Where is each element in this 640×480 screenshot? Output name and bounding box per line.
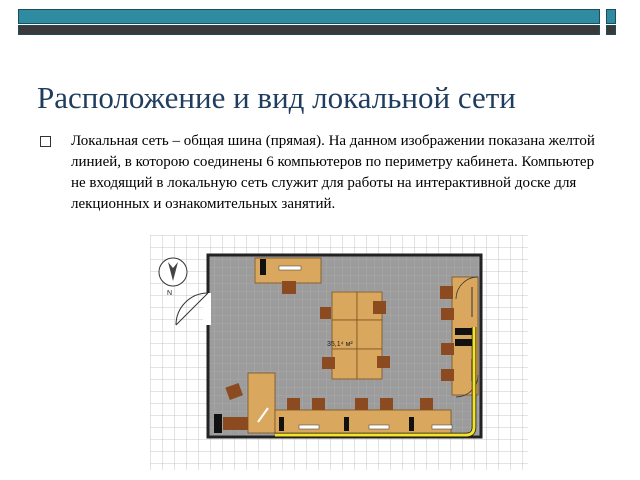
chair xyxy=(355,398,368,410)
bullet-square-icon xyxy=(40,136,51,147)
chair xyxy=(287,398,300,410)
computer-icon xyxy=(455,328,473,335)
chair xyxy=(441,369,454,381)
accent-square-top xyxy=(606,9,616,24)
chair xyxy=(420,398,433,410)
slide-title: Расположение и вид локальной сети xyxy=(37,80,516,115)
chair xyxy=(223,417,248,430)
chair xyxy=(441,308,454,320)
computer-icon xyxy=(279,417,284,431)
accent-bar-bottom xyxy=(18,25,600,35)
computer-icon xyxy=(260,259,266,275)
chair xyxy=(312,398,325,410)
accent-bar-top xyxy=(18,9,600,24)
chair xyxy=(377,356,390,368)
computer-icon xyxy=(455,339,473,346)
chair xyxy=(320,307,331,319)
chair xyxy=(380,398,393,410)
chair xyxy=(282,281,296,294)
computer-icon xyxy=(344,417,349,431)
compass-icon xyxy=(159,258,187,286)
top-decoration-bar xyxy=(18,9,614,37)
desk-board xyxy=(248,373,275,433)
floor-plan xyxy=(150,235,528,470)
area-label: 35,1⁴ м² xyxy=(327,341,353,348)
bullet-text: Локальная сеть – общая шина (прямая). На данном изображении показана желтой линией, в которою соединены 6 компьютеров по периметру кабинета. Компьютер не входящий в локальную сеть служит для работы на интерактивной доске для лекционных и ознакомительных занятий. xyxy=(71,133,595,212)
chair xyxy=(441,343,454,355)
chair xyxy=(373,301,386,314)
door-gap-left xyxy=(203,293,211,325)
desk-bottom xyxy=(275,410,451,434)
computer-icon xyxy=(214,414,222,433)
chair xyxy=(440,286,453,299)
accent-square-bottom xyxy=(606,25,616,35)
computer-icon xyxy=(409,417,414,431)
compass-label: N xyxy=(167,290,173,297)
chair xyxy=(322,357,335,369)
